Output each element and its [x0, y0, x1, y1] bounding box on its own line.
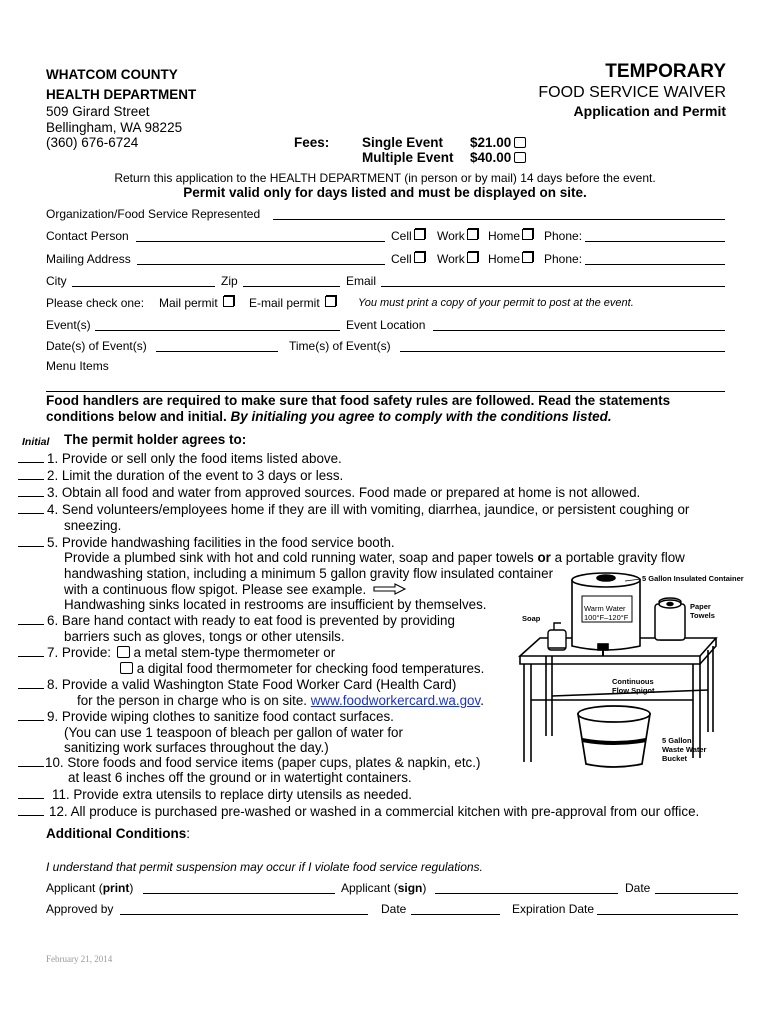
condition-9-line2: (You can use 1 teaspoon of bleach per gallon of water for [64, 725, 403, 740]
mailing-address-field[interactable] [137, 252, 385, 265]
condition-12-text: 12. All produce is purchased pre-washed or washed in a commercial kitchen with pre-approval from our office. [49, 804, 700, 819]
fee-single-price-text: $21.00 [470, 135, 512, 150]
expiration-date-label: Expiration Date [512, 902, 595, 916]
mailing-address-label: Mailing Address [46, 252, 131, 266]
metal-thermometer-checkbox[interactable] [117, 646, 130, 658]
mailing-cell-checkbox[interactable] [414, 252, 425, 263]
waste-bucket-graphic [578, 706, 650, 767]
statement-line2-italic: By initialing you agree to comply with the conditions listed. [230, 409, 612, 424]
condition-7-text: 7. Provide: [47, 645, 112, 660]
warm-water-label: Warm Water [584, 604, 626, 613]
applicant-print-close: ) [129, 881, 134, 895]
condition-5-line4 [64, 582, 407, 597]
expiration-date-field[interactable] [597, 902, 738, 915]
city-label: City [46, 274, 67, 288]
zip-label: Zip [221, 274, 238, 288]
fee-multiple-label: Multiple Event [362, 150, 454, 165]
initial-blank-12[interactable] [18, 804, 44, 816]
condition-4-text: 4. Send volunteers/employees home if they are ill with vomiting, diarrhea, jaundice, or persistent coughing or [47, 502, 690, 517]
statement-line2 [46, 409, 612, 424]
mail-permit-option[interactable] [159, 296, 234, 310]
condition-4 [18, 502, 689, 517]
contact-phone-label: Phone: [544, 229, 583, 243]
condition-5-line2-pre: Provide a plumbed sink with hot and cold running water, soap and paper towels [64, 550, 534, 565]
agency-phone: (360) 676-6724 [46, 135, 139, 150]
condition-5 [18, 535, 395, 550]
contact-home-label: Home [488, 229, 521, 243]
condition-10-cont: at least 6 inches off the ground or in watertight containers. [68, 770, 412, 785]
city-field[interactable] [72, 274, 215, 287]
agency-name-line1: WHATCOM COUNTY [46, 67, 178, 82]
suspension-notice: I understand that permit suspension may occur if I violate food service regulations. [46, 860, 483, 874]
fee-single-label: Single Event [362, 135, 444, 150]
mailing-phone-label: Phone: [544, 252, 583, 266]
applicant-date-label: Date [625, 881, 651, 895]
contact-cell-checkbox[interactable] [414, 229, 425, 240]
fee-single-price [470, 135, 526, 150]
temperature-range-label: 100°F–120°F [584, 613, 629, 622]
condition-6-cont: barriers such as gloves, tongs or other utensils. [64, 629, 345, 644]
right-arrow-icon [373, 583, 407, 595]
applicant-sign-field[interactable] [435, 881, 618, 894]
agency-address2: Bellingham, WA 98225 [46, 120, 183, 135]
conditions-heading: The permit holder agrees to: [64, 432, 247, 447]
check-one-label: Please check one: [46, 296, 145, 310]
additional-conditions-label: Additional Conditions: [46, 826, 190, 841]
digital-thermometer-checkbox[interactable] [120, 662, 133, 674]
condition-5-line3: handwashing station, including a minimum 5 gallon gravity flow insulated container [64, 566, 554, 581]
condition-2-text: 2. Limit the duration of the event to 3 days or less. [47, 468, 344, 483]
statement-line2-bold: conditions below and initial. [46, 409, 227, 424]
dates-label: Date(s) of Event(s) [46, 339, 147, 353]
mail-permit-label: Mail permit [159, 296, 218, 310]
email-permit-option[interactable] [249, 296, 336, 310]
applicant-print-bold: print [102, 881, 130, 895]
soap-bottle-graphic [548, 623, 566, 650]
condition-10-text: 10. Store foods and food service items (paper cups, plates & napkin, etc.) [45, 755, 481, 770]
bucket-label-line: Waste Water [662, 745, 707, 754]
applicant-sign-label [341, 881, 426, 895]
contact-work-option[interactable] [437, 229, 478, 243]
agency-name-line2: HEALTH DEPARTMENT [46, 87, 197, 102]
label-line-1: Continuous [612, 677, 654, 686]
condition-9-text: 9. Provide wiping clothes to sanitize food contact surfaces. [47, 709, 394, 724]
condition-12 [18, 804, 699, 819]
events-field[interactable] [95, 318, 340, 331]
times-field[interactable] [400, 339, 725, 352]
applicant-print-label [46, 881, 133, 895]
fee-multiple-price [470, 150, 526, 165]
contact-phone-field[interactable] [585, 229, 725, 242]
spigot-label [612, 677, 655, 695]
return-instructions: Return this application to the HEALTH DEPARTMENT (in person or by mail) 14 days before the event. [114, 171, 656, 185]
email-permit-label: E-mail permit [249, 296, 320, 310]
condition-8 [18, 677, 456, 692]
paper-towels-label [690, 602, 715, 620]
initial-blank-1[interactable] [18, 451, 44, 463]
contact-work-label: Work [437, 229, 465, 243]
condition-2 [18, 468, 343, 483]
email-permit-checkbox[interactable] [325, 296, 336, 307]
initial-blank-8[interactable] [18, 677, 44, 689]
initial-blank-7[interactable] [18, 645, 44, 657]
event-location-field[interactable] [433, 318, 725, 331]
fee-single-checkbox[interactable] [514, 137, 526, 148]
condition-1 [18, 451, 342, 466]
mailing-cell-label: Cell [391, 252, 412, 266]
paper-towels-label-line2: Towels [690, 611, 715, 620]
form-title-waiver: FOOD SERVICE WAIVER [538, 84, 726, 101]
condition-6-text: 6. Bare hand contact with ready to eat food is prevented by providing [47, 613, 455, 628]
mailing-phone-field[interactable] [585, 252, 725, 265]
times-label: Time(s) of Event(s) [289, 339, 391, 353]
menu-items-label: Menu Items [46, 359, 109, 373]
initial-blank-11[interactable] [18, 787, 44, 799]
condition-5-or: or [537, 550, 551, 565]
contact-work-checkbox[interactable] [467, 229, 478, 240]
condition-7-line2 [120, 661, 484, 676]
applicant-sign-bold: sign [397, 881, 423, 895]
mail-permit-checkbox[interactable] [223, 296, 234, 307]
initial-blank-10[interactable] [18, 755, 44, 767]
fee-multiple-price-text: $40.00 [470, 150, 512, 165]
label-line-2: Flow Spigot [612, 686, 655, 695]
bucket-label-line: 5 Gallon [662, 736, 692, 745]
email-label: Email [346, 274, 377, 288]
dates-field[interactable] [156, 339, 278, 352]
initial-blank-3[interactable] [18, 485, 44, 497]
condition-5-line2-post: a portable gravity flow [554, 550, 685, 565]
condition-8-cont: for the person in charge who is on site. www.foodworkercard.wa.gov. [77, 693, 484, 708]
fees-label: Fees: [294, 135, 330, 150]
condition-9 [18, 709, 394, 724]
initial-blank-5[interactable] [18, 535, 44, 547]
organization-label: Organization/Food Service Represented [46, 207, 261, 221]
mailing-work-option[interactable] [437, 252, 478, 266]
condition-11-text: 11. Provide extra utensils to replace dirty utensils as needed. [52, 787, 413, 802]
condition-11 [18, 787, 412, 802]
form-subtitle: Application and Permit [573, 103, 726, 119]
applicant-sign-pre: Applicant ( [341, 881, 398, 895]
condition-9-line3: sanitizing work surfaces throughout the day.) [64, 740, 329, 755]
condition-5-line5: Handwashing sinks located in restrooms are insufficient by themselves. [64, 597, 487, 612]
mailing-home-checkbox[interactable] [522, 252, 533, 263]
food-worker-card-link[interactable]: www.foodworkercard.wa.gov [310, 693, 481, 708]
mailing-home-option[interactable] [488, 252, 533, 266]
agency-address1: 509 Girard Street [46, 104, 150, 119]
condition-5-text: 5. Provide handwashing facilities in the food service booth. [47, 535, 395, 550]
condition-6 [18, 613, 455, 628]
zip-field[interactable] [243, 274, 340, 287]
approved-by-field[interactable] [120, 902, 368, 915]
applicant-sign-close: ) [422, 881, 427, 895]
applicant-print-pre: Applicant ( [46, 881, 103, 895]
condition-1-text: 1. Provide or sell only the food items listed above. [47, 451, 342, 466]
permit-valid-notice: Permit valid only for days listed and must be displayed on site. [183, 185, 587, 200]
mailing-work-checkbox[interactable] [467, 252, 478, 263]
contact-person-label: Contact Person [46, 229, 129, 243]
print-permit-note: You must print a copy of your permit to post at the event. [358, 297, 634, 309]
footer-date: February 21, 2014 [46, 954, 113, 964]
contact-cell-label: Cell [391, 229, 412, 243]
initial-blank-6[interactable] [18, 613, 44, 625]
approval-date-label: Date [381, 902, 407, 916]
mailing-work-label: Work [437, 252, 465, 266]
initial-blank-2[interactable] [18, 468, 44, 480]
applicant-date-field[interactable] [655, 881, 738, 894]
paper-towels-label-text: Paper [690, 602, 711, 611]
menu-items-field[interactable] [46, 379, 725, 392]
condition-7-item2: a digital food thermometer for checking food temperatures. [136, 661, 485, 676]
soap-label: Soap [522, 614, 541, 623]
approval-date-field[interactable] [411, 902, 500, 915]
condition-8-text: 8. Provide a valid Washington State Food Worker Card (Health Card) [47, 677, 457, 692]
applicant-print-field[interactable] [143, 881, 335, 894]
statement-line1: Food handlers are required to make sure that food safety rules are followed. Read the statements [46, 393, 671, 408]
condition-3 [18, 485, 640, 500]
email-field[interactable] [381, 274, 725, 287]
additional-conditions-text: Additional Conditions [46, 826, 187, 841]
events-label: Event(s) [46, 318, 91, 332]
paper-towel-holder-graphic [655, 598, 685, 640]
condition-3-text: 3. Obtain all food and water from approved sources. Food made or prepared at home is not allowed. [47, 485, 641, 500]
initial-blank-4[interactable] [18, 502, 44, 514]
contact-person-field[interactable] [136, 229, 385, 242]
condition-4-cont: sneezing. [64, 518, 122, 533]
contact-home-checkbox[interactable] [522, 229, 533, 240]
initial-blank-9[interactable] [18, 709, 44, 721]
condition-5-line4-text: with a continuous flow spigot. Please see example. [64, 582, 367, 597]
event-location-label: Event Location [346, 318, 426, 332]
form-title-temporary: TEMPORARY [605, 61, 726, 82]
condition-7-item1: a metal stem-type thermometer or [133, 645, 336, 660]
initial-column-label: Initial [22, 436, 50, 448]
handwashing-station-illustration [500, 560, 770, 772]
organization-field[interactable] [273, 207, 725, 220]
condition-10 [18, 755, 480, 770]
condition-8-cont-text: for the person in charge who is on site. [77, 693, 308, 708]
contact-home-option[interactable] [488, 229, 533, 243]
container-label: 5 Gallon Insulated Container [642, 574, 744, 583]
condition-7 [18, 645, 335, 660]
contact-cell-option[interactable] [391, 229, 425, 243]
mailing-cell-option[interactable] [391, 252, 425, 266]
mailing-home-label: Home [488, 252, 521, 266]
bucket-label-line: Bucket [662, 754, 688, 763]
fee-multiple-checkbox[interactable] [514, 152, 526, 163]
approved-by-label: Approved by [46, 902, 114, 916]
